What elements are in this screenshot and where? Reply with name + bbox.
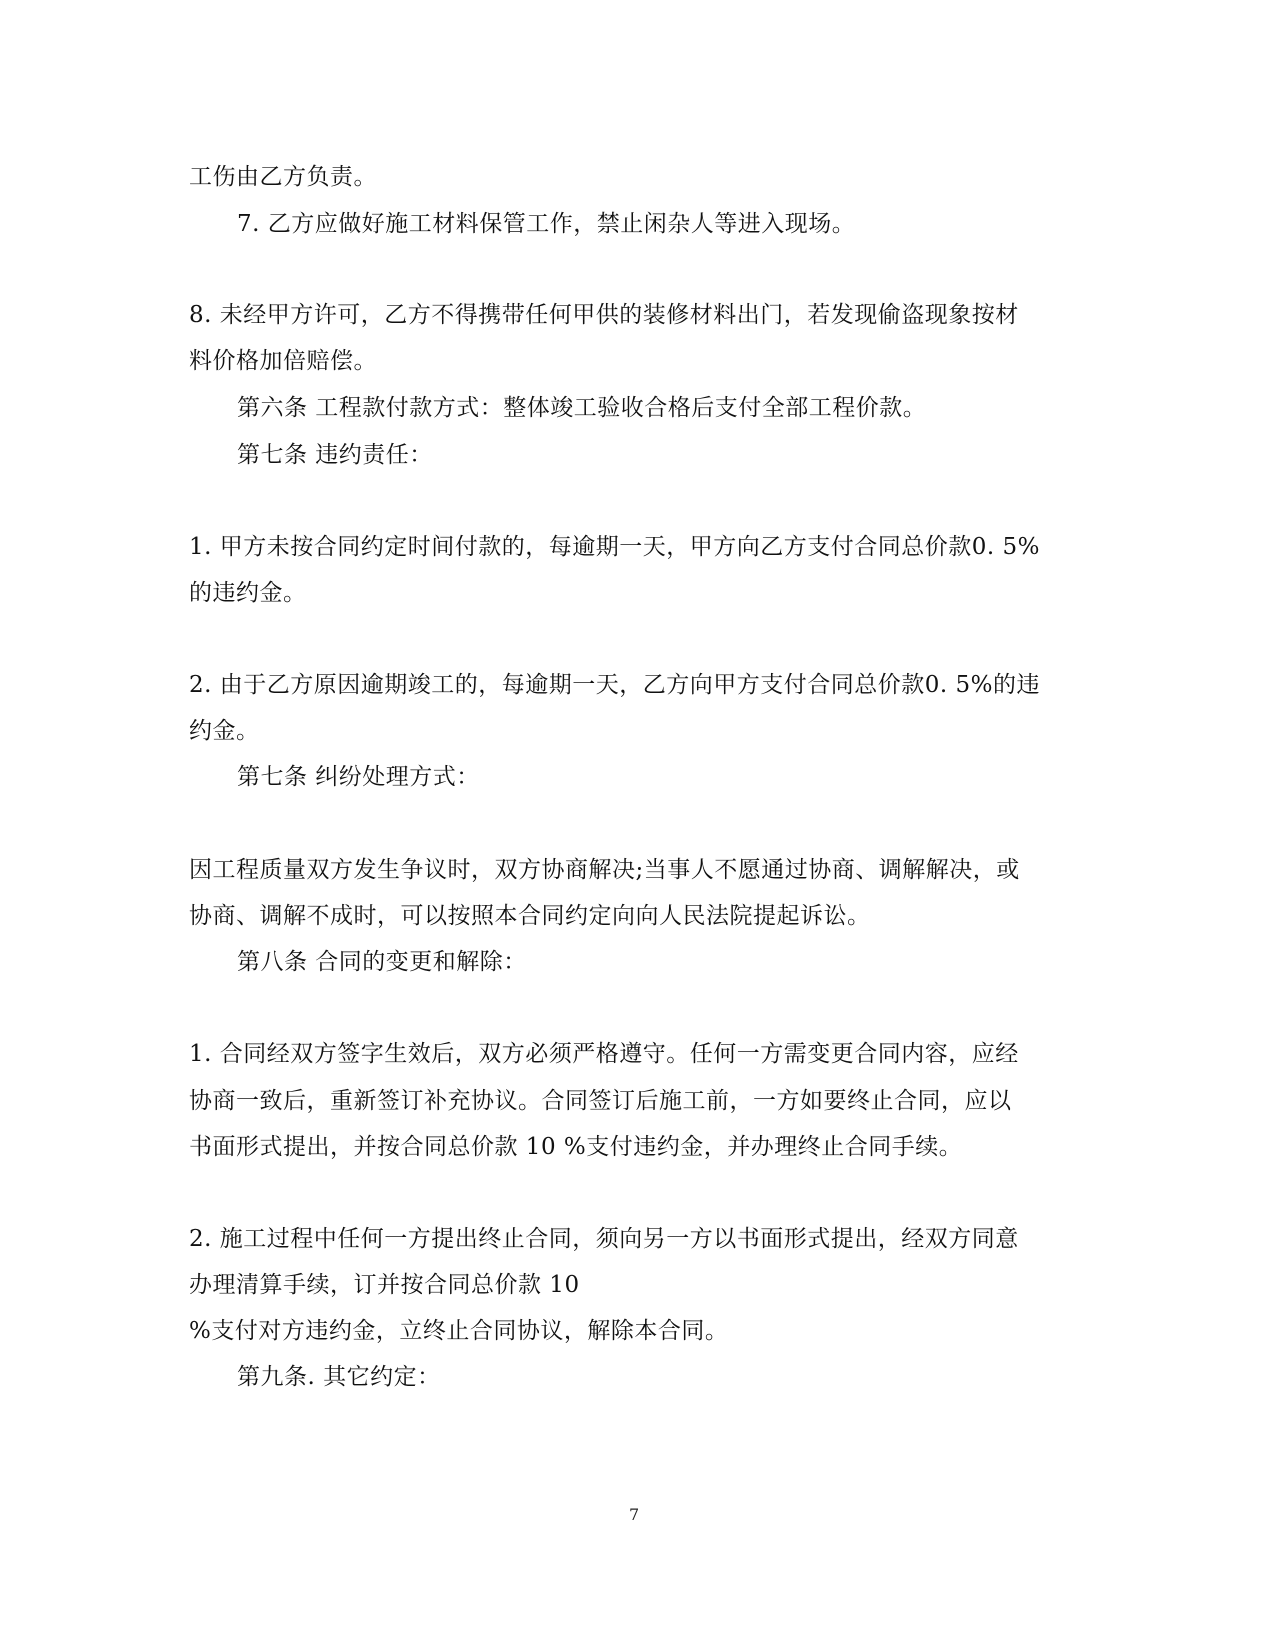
text-line: 8. 未经甲方许可，乙方不得携带任何甲供的装修材料出门，若发现偷盗现象按材: [189, 302, 1019, 328]
text-line: 7. 乙方应做好施工材料保管工作，禁止闲杂人等进入现场。: [237, 211, 856, 237]
text-line: 1. 甲方未按合同约定时间付款的，每逾期一天，甲方向乙方支付合同总价款0. 5%: [189, 534, 1040, 560]
text-line: 的违约金。: [189, 580, 307, 606]
page-number: 7: [629, 1505, 640, 1524]
text-line: 2. 施工过程中任何一方提出终止合同，须向另一方以书面形式提出，经双方同意: [189, 1226, 1019, 1252]
text-line: 因工程质量双方发生争议时，双方协商解决;当事人不愿通过协商、调解解决，或: [189, 857, 1020, 883]
text-line: 书面形式提出，并按合同总价款 10 %支付违约金，并办理终止合同手续。: [189, 1134, 963, 1160]
text-line: 料价格加倍赔偿。: [189, 348, 377, 374]
text-line: 约金。: [189, 718, 260, 744]
text-line: 办理清算手续，订并按合同总价款 10: [189, 1272, 580, 1298]
text-line: 工伤由乙方负责。: [189, 164, 377, 190]
text-line: 1. 合同经双方签字生效后，双方必须严格遵守。任何一方需变更合同内容，应经: [189, 1041, 1019, 1067]
section-heading: 第七条 纠纷处理方式：: [237, 764, 480, 790]
section-heading: 第九条. 其它约定：: [237, 1364, 441, 1390]
text-line: 协商一致后，重新签订补充协议。合同签订后施工前，一方如要终止合同，应以: [189, 1088, 1012, 1114]
text-line: %支付对方违约金，立终止合同协议，解除本合同。: [189, 1318, 729, 1344]
section-heading: 第七条 违约责任：: [237, 442, 433, 468]
section-heading: 第六条 工程款付款方式：整体竣工验收合格后支付全部工程价款。: [237, 395, 927, 421]
section-heading: 第八条 合同的变更和解除：: [237, 949, 527, 975]
text-line: 2. 由于乙方原因逾期竣工的，每逾期一天，乙方向甲方支付合同总价款0. 5%的违: [189, 672, 1040, 698]
text-line: 协商、调解不成时，可以按照本合同约定向向人民法院提起诉讼。: [189, 903, 871, 929]
